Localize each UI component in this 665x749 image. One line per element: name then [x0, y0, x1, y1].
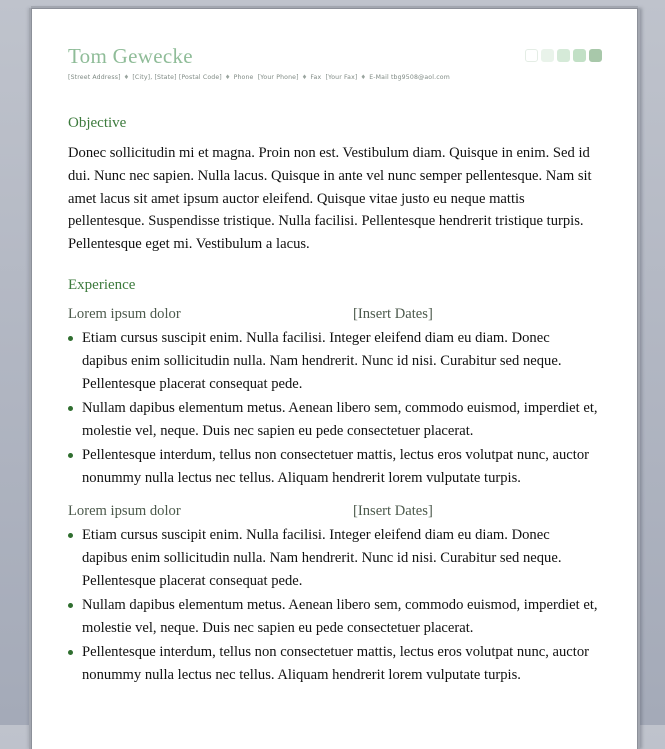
bullet-text: Pellentesque interdum, tellus non consectetuer mattis, lectus eros volutpat nunc, auctor nonummy nulla lectus nec tellus. Aliquam hendrerit lorem vulputate turpis. — [82, 447, 589, 486]
job-dates[interactable]: [Insert Dates] — [353, 306, 433, 322]
fax-label: Fax — [310, 74, 322, 81]
email-label: E-Mail — [369, 74, 389, 81]
bullet-text: Pellentesque interdum, tellus non consectetuer mattis, lectus eros volutpat nunc, auctor nonummy nulla lectus nec tellus. Aliquam hendrerit lorem vulputate turpis. — [82, 644, 589, 683]
objective-heading[interactable]: Objective — [68, 115, 127, 131]
bullet-item[interactable] — [68, 397, 598, 443]
decor-square — [525, 49, 538, 62]
bullet-dot-icon — [68, 336, 73, 341]
job-header — [68, 503, 598, 523]
contact-line: [Street Address] ♦ [City], [State] [Postal Code] ♦ Phone [Your Phone] ♦ Fax [Your Fax] ♦ E-Mail tbg9508@aol.com — [68, 74, 450, 81]
bullet-item[interactable] — [68, 444, 598, 490]
street-address-field[interactable]: [Street Address] — [68, 74, 121, 81]
bullet-item[interactable] — [68, 524, 598, 593]
job-bullet-list — [68, 524, 598, 687]
fax-field[interactable]: [Your Fax] — [325, 74, 358, 81]
bullet-text: Nullam dapibus elementum metus. Aenean libero sem, commodo euismod, imperdiet et, molestie vel, neque. Duis nec sapien eu pede consectetuer placerat. — [82, 400, 598, 439]
job-bullet-list — [68, 327, 598, 490]
bullet-dot-icon — [68, 453, 73, 458]
job-title[interactable]: Lorem ipsum dolor — [68, 503, 181, 519]
separator-diamond: ♦ — [224, 74, 231, 81]
phone-label: Phone — [233, 74, 254, 81]
decor-square — [589, 49, 602, 62]
resume-name[interactable]: Tom Gewecke — [68, 44, 193, 68]
state-field[interactable]: [State] — [154, 74, 177, 81]
bullet-text: Etiam cursus suscipit enim. Nulla facilisi. Integer eleifend diam eu diam. Donec dapibus enim sollicitudin nulla. Nam hendrerit. Nunc id nisi. Curabitur sed neque. Pellentesque placerat consequat pede. — [82, 527, 562, 589]
decorative-squares — [525, 49, 602, 62]
decor-square — [573, 49, 586, 62]
bullet-text: Nullam dapibus elementum metus. Aenean libero sem, commodo euismod, imperdiet et, molestie vel, neque. Duis nec sapien eu pede consectetuer placerat. — [82, 597, 598, 636]
bullet-item[interactable] — [68, 594, 598, 640]
postal-code-field[interactable]: [Postal Code] — [178, 74, 222, 81]
job-header — [68, 306, 598, 326]
document-page — [31, 8, 638, 749]
bullet-dot-icon — [68, 603, 73, 608]
decor-square — [557, 49, 570, 62]
bullet-item[interactable] — [68, 327, 598, 396]
bullet-item[interactable] — [68, 641, 598, 687]
job-title[interactable]: Lorem ipsum dolor — [68, 306, 181, 322]
email-field[interactable]: tbg9508@aol.com — [390, 74, 450, 81]
city-field[interactable]: [City] — [132, 74, 151, 81]
bullet-dot-icon — [68, 406, 73, 411]
phone-field[interactable]: [Your Phone] — [257, 74, 299, 81]
separator-diamond: ♦ — [360, 74, 367, 81]
experience-heading[interactable]: Experience — [68, 277, 136, 293]
decor-square — [541, 49, 554, 62]
bullet-text: Etiam cursus suscipit enim. Nulla facilisi. Integer eleifend diam eu diam. Donec dapibus enim sollicitudin nulla. Nam hendrerit. Nunc id nisi. Curabitur sed neque. Pellentesque placerat consequat pede. — [82, 330, 562, 392]
job-dates[interactable]: [Insert Dates] — [353, 503, 433, 519]
separator-diamond: ♦ — [301, 74, 308, 81]
objective-paragraph[interactable]: Donec sollicitudin mi et magna. Proin non est. Vestibulum diam. Quisque in enim. Sed id dui. Nunc nec sapien. Nulla lacus. Quisque in ante vel nunc semper pellentesque. Nam sit amet lacus sit amet ipsum auctor eleifend. Quisque vitae justo eu neque mattis pellentesque. Suspendisse tristique. Nulla facilisi. Pellentesque hendrerit tristique turpis. Pellentesque eget mi. Vestibulum a lacus. — [68, 145, 592, 253]
bullet-dot-icon — [68, 533, 73, 538]
separator-diamond: ♦ — [123, 74, 130, 81]
bullet-dot-icon — [68, 650, 73, 655]
